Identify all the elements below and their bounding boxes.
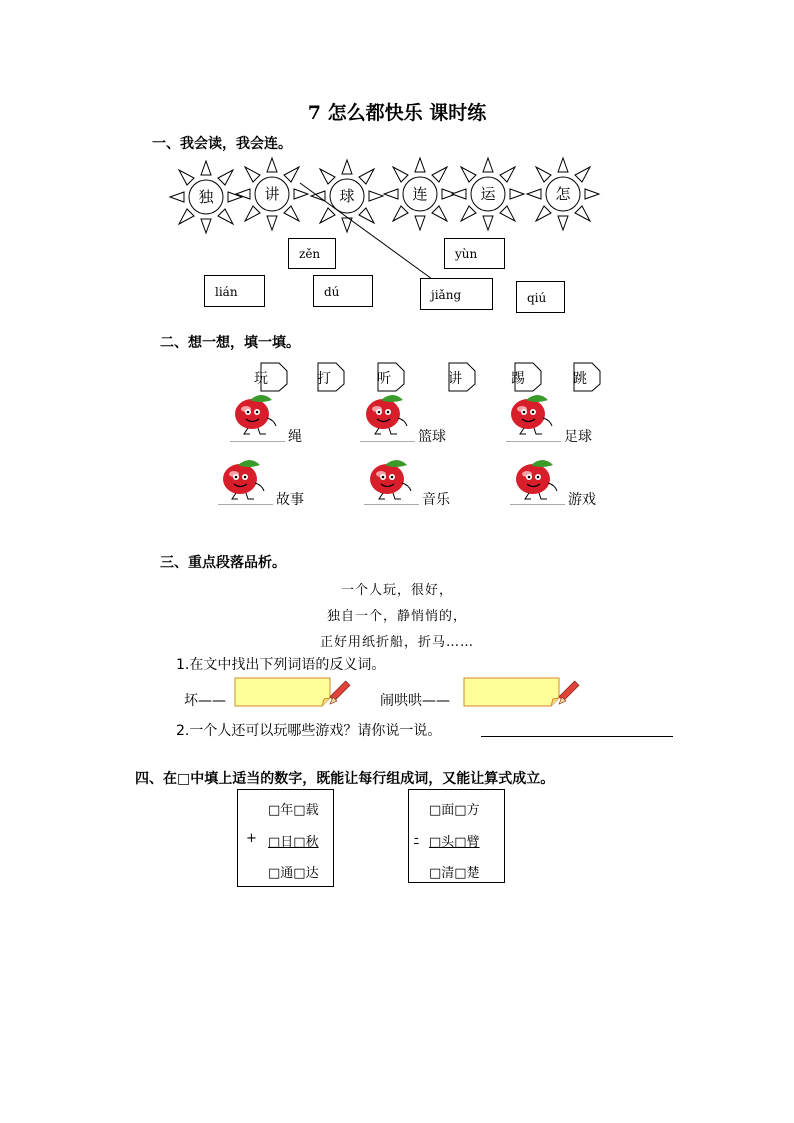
blank-line[interactable]: [506, 440, 561, 442]
poem-line-3: 正好用纸折船，折马……: [319, 635, 474, 650]
blank-word-sheng: 绳: [288, 429, 302, 445]
eq2-row3[interactable]: □清□楚: [429, 866, 480, 881]
apple-icon: [516, 460, 557, 499]
answer-note-1[interactable]: [234, 676, 354, 708]
answer-note-2[interactable]: [463, 676, 583, 708]
word-jiang: 讲: [448, 371, 462, 387]
apple-icon: [235, 395, 276, 434]
eq1-row1[interactable]: □年□载: [268, 803, 319, 818]
apple-icon: [370, 460, 411, 499]
word-wan: 玩: [254, 371, 268, 387]
pencil-icon: [330, 681, 350, 704]
eq1-row2[interactable]: □日□秋: [268, 835, 319, 850]
antonym-label-2: 闹哄哄——: [380, 693, 450, 709]
word-ting: 听: [377, 371, 391, 387]
answer-line[interactable]: [481, 736, 673, 737]
blank-line[interactable]: [364, 503, 419, 505]
poem-line-1: 一个人玩，很好，: [340, 583, 453, 598]
apple-row: [0, 395, 794, 510]
sun-char-1: 独: [198, 188, 214, 206]
blank-word-zuqiu: 足球: [564, 429, 592, 445]
page-title: 7 怎么都快乐 课时练: [307, 102, 487, 124]
sun-char-3: 球: [339, 187, 355, 205]
pinyin-box-du[interactable]: dú: [313, 275, 373, 307]
blank-word-youxi: 游戏: [568, 492, 596, 508]
antonym-label-1: 坏——: [184, 693, 226, 709]
blank-line[interactable]: [218, 503, 273, 505]
poem-line-2: 独自一个，静悄悄的，: [326, 609, 467, 624]
eq1-operator: +: [246, 831, 257, 846]
pinyin-box-lian[interactable]: lián: [204, 275, 265, 307]
section4-heading: 四、在□中填上适当的数字，既能让每行组成词，又能让算式成立。: [135, 771, 555, 787]
section1-heading: 一、我会读，我会连。: [152, 136, 292, 152]
eq2-operator: -: [414, 831, 419, 846]
blank-line[interactable]: [230, 440, 285, 442]
section2-heading: 二、想一想，填一填。: [160, 335, 300, 351]
pencil-icon: [559, 681, 579, 704]
blank-line[interactable]: [510, 503, 565, 505]
pinyin-box-jiang[interactable]: jiǎng: [420, 278, 493, 310]
apple-icon: [223, 460, 264, 499]
eq1-row3[interactable]: □通□达: [268, 866, 319, 881]
sun-char-4: 连: [412, 185, 428, 203]
blank-word-yinyue: 音乐: [422, 492, 450, 508]
blank-word-lanqiu: 篮球: [418, 429, 446, 445]
question-2: 2.一个人还可以玩哪些游戏？请你说一说。: [176, 723, 442, 739]
sun-char-2: 讲: [264, 185, 280, 203]
pinyin-box-yun[interactable]: yùn: [444, 238, 505, 269]
word-ti: 踢: [511, 371, 525, 387]
question-1: 1.在文中找出下列词语的反义词。: [176, 657, 386, 673]
section3-heading: 三、重点段落品析。: [160, 555, 286, 571]
pinyin-box-zen[interactable]: zěn: [288, 238, 336, 269]
sun-char-6: 怎: [555, 185, 571, 203]
blank-line[interactable]: [360, 440, 415, 442]
sun-char-5: 运: [480, 185, 496, 203]
word-da: 打: [317, 371, 331, 387]
word-tiao: 跳: [573, 371, 587, 387]
sun-connect-diagram: [0, 150, 794, 320]
eq2-row2[interactable]: □头□臂: [429, 835, 480, 850]
blank-word-gushi: 故事: [276, 492, 304, 508]
apple-icon: [511, 395, 552, 434]
eq2-row1[interactable]: □面□方: [429, 803, 480, 818]
pinyin-box-qiu[interactable]: qiú: [516, 281, 565, 313]
apple-icon: [366, 395, 407, 434]
